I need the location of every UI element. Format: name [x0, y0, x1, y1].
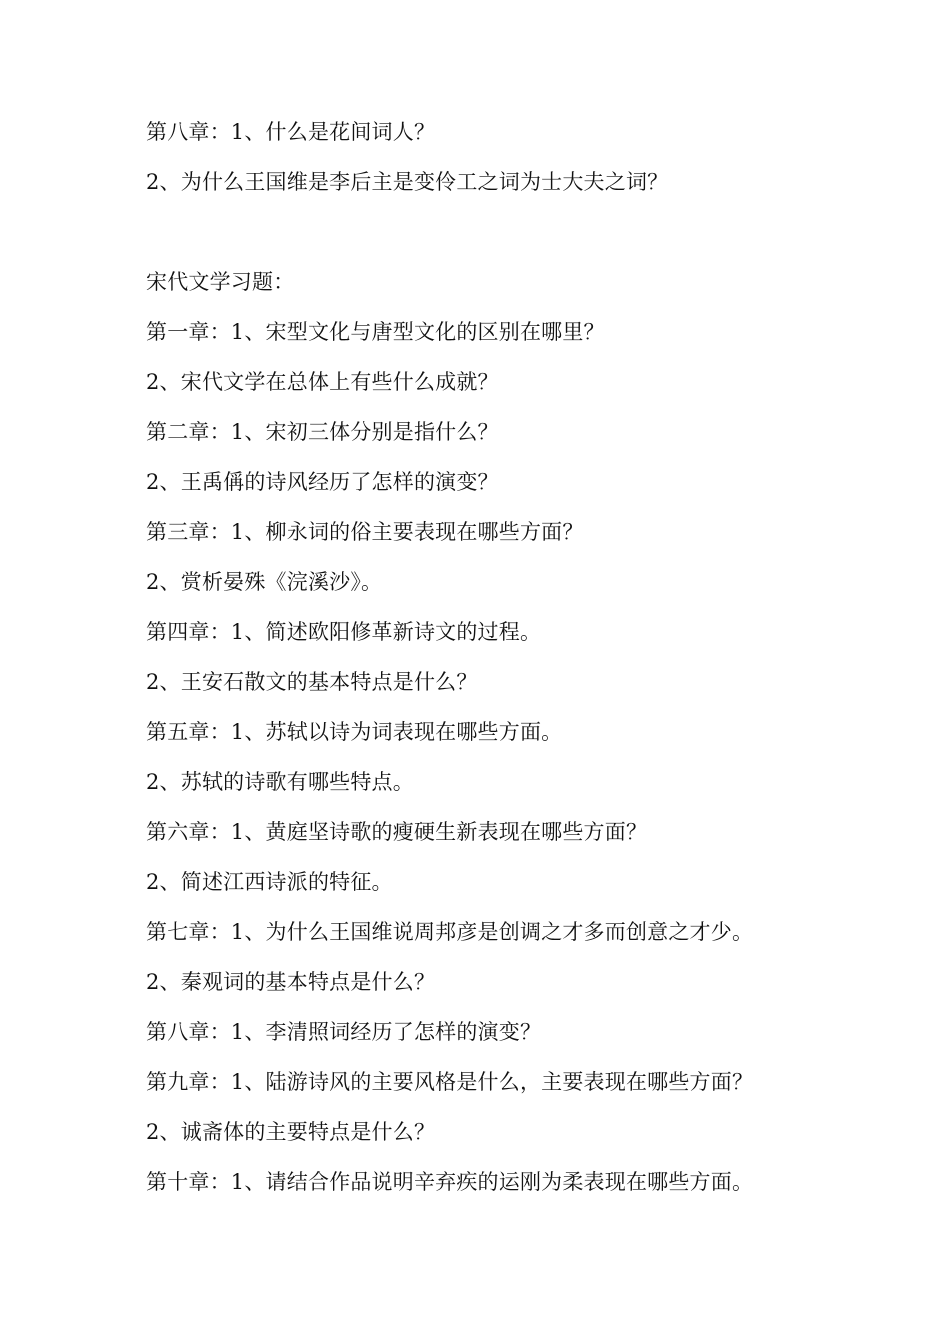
text-line-ch8-q1: 第八章：1、什么是花间词人？ [146, 120, 436, 144]
text-line-song-ch6-q2: 2、简述江西诗派的特征。 [146, 870, 393, 894]
text-line-song-ch1-q2: 2、宋代文学在总体上有些什么成就？ [146, 370, 499, 394]
text-line-song-ch9-q2: 2、诚斋体的主要特点是什么？ [146, 1120, 436, 1144]
text-line-song-ch4-q1: 第四章：1、简述欧阳修革新诗文的过程。 [146, 620, 542, 644]
text-line-ch8-q2: 2、为什么王国维是李后主是变伶工之词为士大夫之词？ [146, 170, 669, 194]
text-line-song-ch1-q1: 第一章：1、宋型文化与唐型文化的区别在哪里？ [146, 320, 605, 344]
text-line-song-ch9-q1: 第九章：1、陆游诗风的主要风格是什么，主要表现在哪些方面？ [146, 1070, 754, 1094]
text-line-song-ch3-q1: 第三章：1、柳永词的俗主要表现在哪些方面？ [146, 520, 584, 544]
text-line-song-ch2-q2: 2、王禹偁的诗风经历了怎样的演变？ [146, 470, 499, 494]
text-line-song-ch7-q1: 第七章：1、为什么王国维说周邦彦是创调之才多而创意之才少。 [146, 920, 754, 944]
section-heading-song-exercises: 宋代文学习题： [146, 270, 295, 294]
text-line-song-ch5-q2: 2、苏轼的诗歌有哪些特点。 [146, 770, 414, 794]
text-line-song-ch6-q1: 第六章：1、黄庭坚诗歌的瘦硬生新表现在哪些方面？ [146, 820, 648, 844]
text-line-song-ch8-q1: 第八章：1、李清照词经历了怎样的演变？ [146, 1020, 542, 1044]
text-line-song-ch4-q2: 2、王安石散文的基本特点是什么？ [146, 670, 478, 694]
text-line-song-ch5-q1: 第五章：1、苏轼以诗为词表现在哪些方面。 [146, 720, 563, 744]
text-line-song-ch10-q1: 第十章：1、请结合作品说明辛弃疾的运刚为柔表现在哪些方面。 [146, 1170, 754, 1194]
text-line-song-ch2-q1: 第二章：1、宋初三体分别是指什么？ [146, 420, 499, 444]
text-line-song-ch3-q2: 2、赏析晏殊《浣溪沙》。 [146, 570, 383, 594]
text-line-song-ch7-q2: 2、秦观词的基本特点是什么？ [146, 970, 436, 994]
